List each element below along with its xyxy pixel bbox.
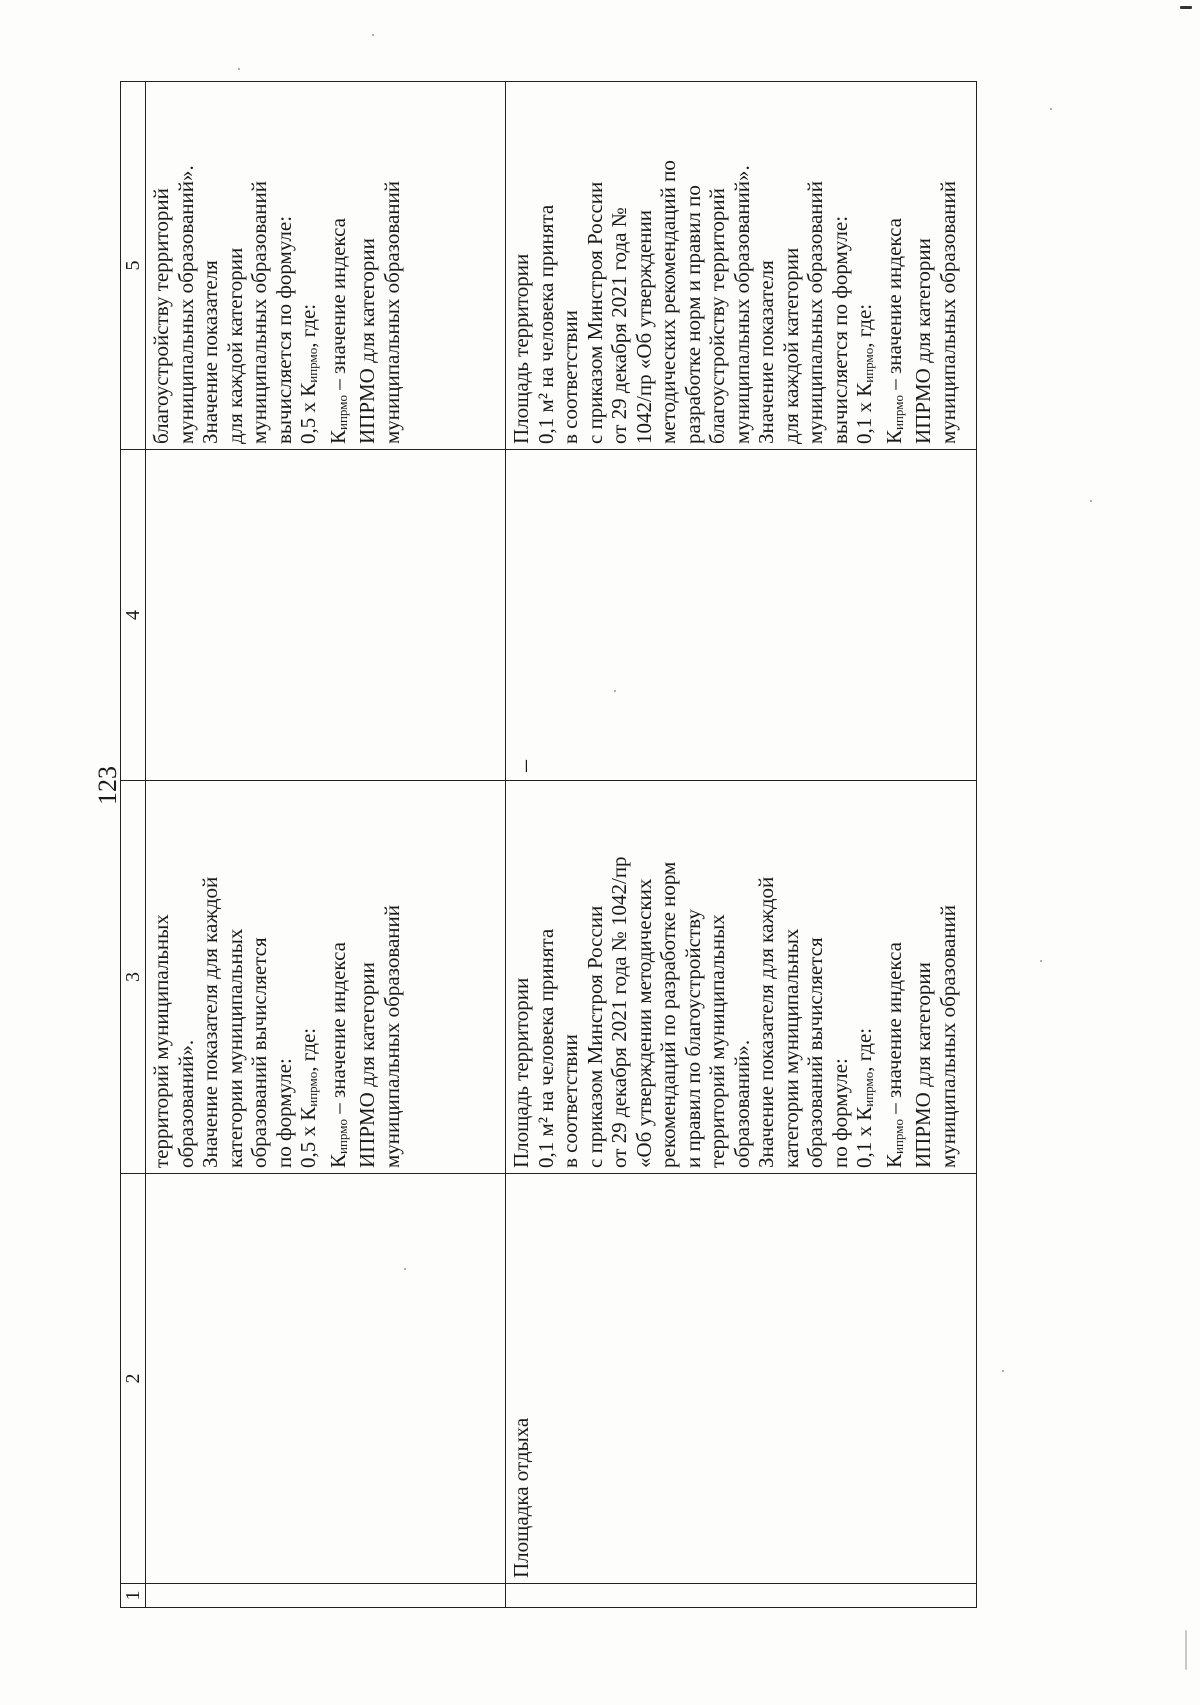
text-line: вычисляется по формуле: — [827, 215, 852, 444]
text-line: с приказом Минстроя России — [582, 905, 607, 1168]
norms-table — [120, 81, 977, 1608]
text-line: территорий муниципальных — [705, 914, 729, 1168]
text-line: Значение показателя для каждой — [198, 876, 222, 1168]
text-line: от 29 декабря 2021 года № — [607, 207, 631, 444]
text-line: муниципальных образований — [379, 905, 404, 1168]
text-line: для каждой категории — [778, 247, 803, 444]
column-header: 4 — [121, 450, 146, 781]
scan-speck — [1002, 1370, 1004, 1372]
cell-text-block — [146, 82, 404, 449]
text-line: для каждой категории — [222, 247, 247, 444]
text-line: в соответствии — [558, 1034, 582, 1168]
text-line: 0,1 х $К_{ипрмо}$, где: — [852, 303, 876, 444]
text-line: $К_{ипрмо}$ – значение индекса — [325, 942, 350, 1168]
text-line: ИПРМО для категории — [355, 962, 379, 1168]
cell-text-block — [506, 82, 960, 449]
document-table — [120, 82, 977, 1608]
text-line: $К_{ипрмо}$ – значение индекса — [881, 942, 906, 1168]
table-cell — [506, 450, 977, 781]
column-header: 5 — [121, 82, 146, 450]
text-line: $К_{ипрмо}$ – значение индекса — [325, 218, 350, 444]
text-line: категории муниципальных — [222, 928, 247, 1168]
table-cell — [146, 1174, 506, 1584]
text-line: образований». — [729, 1039, 754, 1168]
scan-speck — [1050, 108, 1052, 110]
text-line: Значение показателя — [198, 260, 222, 444]
scan-speck — [1090, 500, 1092, 502]
text-line: образований вычисляется — [247, 937, 271, 1168]
text-line: ИПРМО для категории — [911, 962, 935, 1168]
text-line: образований». — [173, 1039, 198, 1168]
scan-speck — [238, 68, 240, 70]
text-line: «Об утверждении методических — [631, 878, 656, 1168]
text-line: Площадь территории — [509, 253, 533, 444]
cell-text-block — [146, 781, 404, 1173]
scan-speck — [1180, 6, 1192, 9]
column-header: 3 — [121, 781, 146, 1174]
text-line: рекомендаций по разработке норм — [656, 861, 680, 1168]
empty-value-dash: – — [512, 760, 538, 772]
text-line: 0,5 х $К_{ипрмо}$, где: — [296, 303, 320, 444]
text-line: ИПРМО для категории — [911, 238, 935, 444]
scan-speck — [1185, 1630, 1187, 1670]
text-line: муниципальных образований». — [173, 165, 198, 444]
table-cell — [146, 781, 506, 1174]
text-line: муниципальных образований — [935, 905, 960, 1168]
text-line: в соответствии — [558, 310, 582, 444]
text-line: и правил по благоустройству — [680, 909, 705, 1168]
text-line: муниципальных образований — [935, 181, 960, 444]
text-line: 0,1 м² на человека принята — [533, 204, 558, 444]
text-line: ИПРМО для категории — [355, 238, 379, 444]
column-header: 2 — [121, 1174, 146, 1584]
page-number: 123 — [93, 766, 122, 805]
table-row — [506, 82, 977, 1608]
text-line: муниципальных образований — [803, 181, 827, 444]
text-line: по формуле: — [271, 1058, 296, 1168]
text-line: категории муниципальных — [778, 928, 803, 1168]
scan-speck — [372, 34, 374, 36]
text-line: методических рекомендаций по — [656, 160, 680, 444]
text-line: благоустройству территорий — [705, 188, 729, 444]
text-line: муниципальных образований». — [729, 165, 754, 444]
column-header: 1 — [121, 1584, 146, 1608]
table-cell — [506, 1174, 977, 1584]
text-line: муниципальных образований — [379, 181, 404, 444]
table-row — [146, 82, 506, 1608]
text-line: Значение показателя для каждой — [754, 876, 778, 1168]
text-line: Площадь территории — [509, 977, 533, 1168]
text-line: $К_{ипрмо}$ – значение индекса — [881, 218, 906, 444]
text-line: 0,1 м² на человека принята — [533, 928, 558, 1168]
table-cell — [146, 450, 506, 781]
text-line: от 29 декабря 2021 года № 1042/пр — [607, 856, 631, 1168]
table-cell — [506, 781, 977, 1174]
scan-speck — [1040, 960, 1042, 962]
text-line: вычисляется по формуле: — [271, 215, 296, 444]
text-line: муниципальных образований — [247, 181, 271, 444]
facility-name: Площадка отдыха — [509, 1417, 533, 1578]
text-line: благоустройству территорий — [149, 188, 173, 444]
text-line: Значение показателя — [754, 260, 778, 444]
text-line: с приказом Минстроя России — [582, 181, 607, 444]
text-line: 0,1 х $К_{ипрмо}$, где: — [852, 1027, 876, 1168]
text-line: разработке норм и правил по — [680, 185, 705, 444]
text-line: 1042/пр «Об утверждении — [631, 210, 656, 444]
cell-text-block — [506, 781, 960, 1173]
text-line: по формуле: — [827, 1058, 852, 1168]
table-cell — [506, 1584, 977, 1608]
text-line: территорий муниципальных — [149, 914, 173, 1168]
text-line: 0,5 х $К_{ипрмо}$, где: — [296, 1027, 320, 1168]
text-line: образований вычисляется — [803, 937, 827, 1168]
header-row — [121, 82, 146, 1608]
table-cell — [146, 82, 506, 450]
table-cell — [146, 1584, 506, 1608]
table-cell — [506, 82, 977, 450]
